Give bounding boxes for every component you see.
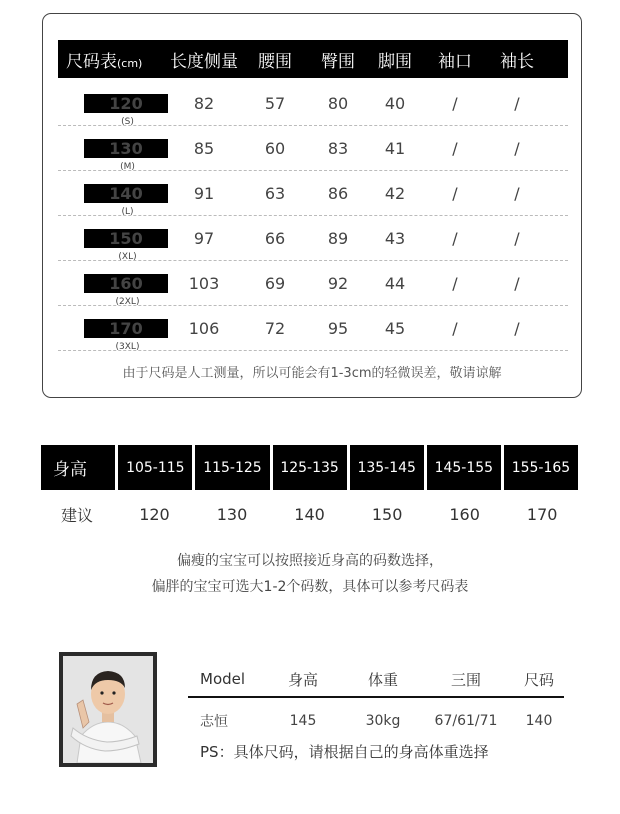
sleeve-cell: / xyxy=(514,93,520,113)
model-height: 145 xyxy=(289,713,317,729)
hip-cell: 89 xyxy=(327,228,349,248)
size-row xyxy=(58,261,568,306)
model-header-size: 尺码 xyxy=(523,670,554,689)
hip-cell: 92 xyxy=(327,273,349,293)
header-unit: (cm) xyxy=(117,56,143,70)
model-weight: 30kg xyxy=(365,713,401,729)
length-cell: 91 xyxy=(193,183,215,203)
hip-cell: 80 xyxy=(327,93,349,113)
tip-line-2: 偏胖的宝宝可选大1-2个码数，具体可以参考尺码表 xyxy=(151,579,469,595)
height-range: 135-145 xyxy=(350,445,424,490)
height-range: 115-125 xyxy=(195,445,269,490)
length-cell: 97 xyxy=(193,228,215,248)
recommend-size: 130 xyxy=(216,504,248,524)
hem-cell: 43 xyxy=(384,228,406,248)
cuff-cell: / xyxy=(452,273,458,293)
model-photo xyxy=(59,652,157,767)
recommend-size: 140 xyxy=(294,504,325,524)
hem-cell: 40 xyxy=(384,93,406,113)
waist-cell: 63 xyxy=(264,183,286,203)
tip-line-1: 偏瘦的宝宝可以按照接近身高的码数选择， xyxy=(177,553,443,569)
size-cell xyxy=(58,228,168,262)
hip-cell: 83 xyxy=(327,138,349,158)
hem-cell: 41 xyxy=(384,138,406,158)
recommend-size: 150 xyxy=(371,504,403,524)
size-chart-card xyxy=(42,13,582,398)
sleeve-cell: / xyxy=(514,273,520,293)
sleeve-cell: / xyxy=(514,138,520,158)
model-header-weight: 体重 xyxy=(367,670,398,689)
waist-cell: 57 xyxy=(264,93,286,113)
model-header-name: Model xyxy=(200,670,246,688)
size-badge: 130 (M) xyxy=(84,139,168,158)
sleeve-cell: / xyxy=(514,318,520,338)
size-badge: 120 (S) xyxy=(84,94,168,113)
size-cell xyxy=(58,273,168,307)
child-portrait-icon xyxy=(63,656,153,763)
model-size: 140 xyxy=(525,713,553,729)
hip-cell: 95 xyxy=(327,318,349,338)
height-range: 105-115 xyxy=(118,445,192,490)
hem-cell: 44 xyxy=(384,273,406,293)
header-length: 长度侧量 xyxy=(170,51,238,72)
height-label: 身高 xyxy=(41,445,115,490)
waist-cell: 66 xyxy=(264,228,286,248)
recommend-size: 170 xyxy=(526,504,558,524)
waist-cell: 60 xyxy=(264,138,286,158)
size-cell xyxy=(58,93,168,127)
header-hem: 脚围 xyxy=(378,51,412,72)
size-badge: 170 (3XL) xyxy=(84,319,168,338)
cuff-cell: / xyxy=(452,93,458,113)
header-size: 尺码表(cm) xyxy=(66,51,143,72)
size-chart-header xyxy=(58,40,568,78)
measurement-note: 由于尺码是人工测量，所以可能会有1-3cm的轻微误差，敬请谅解 xyxy=(122,366,502,381)
size-row xyxy=(58,126,568,171)
model-table-header xyxy=(188,662,564,698)
sleeve-cell: / xyxy=(514,228,520,248)
model-name: 志恒 xyxy=(200,714,228,730)
hem-cell: 45 xyxy=(384,318,406,338)
model-header-height: 身高 xyxy=(287,670,318,689)
size-row xyxy=(58,171,568,216)
length-cell: 85 xyxy=(193,138,215,158)
model-measurements: 67/61/71 xyxy=(434,713,498,729)
size-badge: 140 (L) xyxy=(84,184,168,203)
height-range: 125-135 xyxy=(273,445,347,490)
size-badge: 160 (2XL) xyxy=(84,274,168,293)
recommend-label: 建议 xyxy=(61,505,94,525)
cuff-cell: / xyxy=(452,138,458,158)
size-row xyxy=(58,81,568,126)
model-header-measurements: 三围 xyxy=(450,670,481,689)
header-cuff: 袖口 xyxy=(438,51,472,72)
length-cell: 106 xyxy=(188,318,220,338)
height-row xyxy=(41,445,581,490)
cuff-cell: / xyxy=(452,228,458,248)
length-cell: 103 xyxy=(188,273,220,293)
header-sleeve: 袖长 xyxy=(500,51,534,72)
hip-cell: 86 xyxy=(327,183,349,203)
waist-cell: 72 xyxy=(264,318,286,338)
cuff-cell: / xyxy=(452,183,458,203)
header-hip: 臀围 xyxy=(321,51,355,72)
recommend-size: 120 xyxy=(139,504,170,524)
size-row xyxy=(58,306,568,351)
size-cell xyxy=(58,138,168,172)
header-waist: 腰围 xyxy=(258,51,292,72)
sleeve-cell: / xyxy=(514,183,520,203)
waist-cell: 69 xyxy=(264,273,286,293)
size-cell xyxy=(58,318,168,352)
height-range: 145-155 xyxy=(427,445,501,490)
recommend-size: 160 xyxy=(449,504,480,524)
size-row xyxy=(58,216,568,261)
cuff-cell: / xyxy=(452,318,458,338)
height-range: 155-165 xyxy=(504,445,578,490)
model-table-row xyxy=(188,704,564,738)
size-badge: 150 (XL) xyxy=(84,229,168,248)
size-cell xyxy=(58,183,168,217)
ps-note: PS：具体尺码，请根据自己的身高体重选择 xyxy=(200,743,489,761)
hem-cell: 42 xyxy=(384,183,406,203)
recommend-row xyxy=(41,494,581,534)
length-cell: 82 xyxy=(193,93,215,113)
